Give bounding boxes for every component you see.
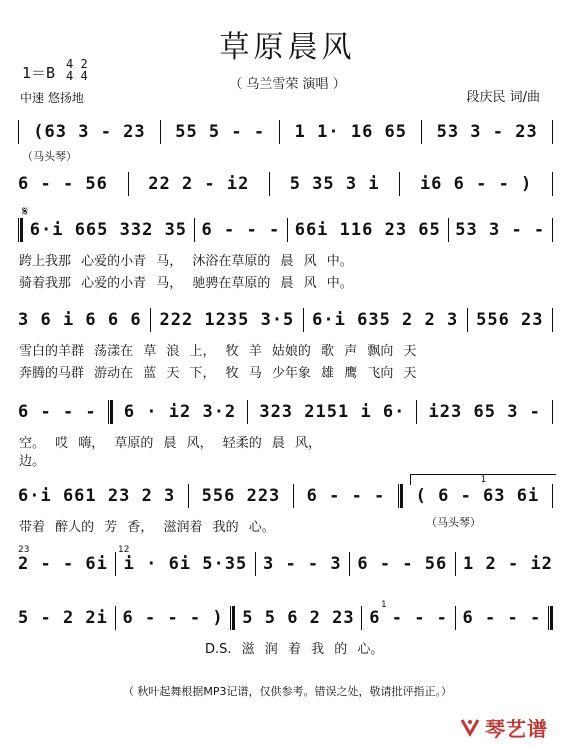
measure: ( 6 - 63 6i: [415, 486, 540, 506]
meter-a-bottom: 4: [66, 69, 74, 83]
barline: [303, 308, 304, 332]
volta-bracket: 1: [410, 474, 556, 485]
barline: [552, 172, 553, 196]
score-row-7: [0, 552, 575, 576]
time-signature: [66, 58, 88, 82]
barline: [552, 484, 553, 508]
instrument-annotation: （马头琴）: [22, 150, 77, 163]
measure: 1 2 - i2: [463, 554, 553, 574]
barline: [349, 552, 350, 576]
score-row-2: [0, 172, 575, 196]
barline: [293, 484, 294, 508]
logo-icon: [459, 716, 481, 738]
measure: 3 - - 3: [262, 554, 342, 574]
measure: 6 - - -: [306, 486, 386, 506]
measure: 2 - - 6i: [18, 554, 108, 574]
barline: [421, 120, 422, 144]
barline: [455, 552, 456, 576]
barline: [115, 552, 116, 576]
measure: 6 - - -: [18, 402, 97, 422]
barline: [399, 172, 400, 196]
song-title: 草原晨风: [219, 30, 356, 65]
composer-credit: 段庆民 词/曲: [466, 90, 540, 105]
repeat-barline: [398, 484, 403, 508]
grace-note: 12: [118, 545, 130, 555]
repeat-barline: [18, 218, 23, 242]
tempo-marking: 中速 悠扬地: [20, 91, 84, 105]
barline: [552, 218, 553, 242]
lyric-line-4: 奔腾的马群 游动在 蓝 天 下， 牧 马 少年象 雄 鹰 飞向 天: [19, 366, 417, 381]
measure: 556 23: [476, 310, 544, 330]
repeat-barline: [108, 400, 113, 424]
lyric-line-7: 带着 醉人的 芳 香， 滋润着 我的 心。: [19, 520, 275, 535]
score-row-4: [0, 308, 575, 332]
measure: 6 - - -: [369, 608, 448, 628]
singer-credit: （ 乌兰雪荣 演唱 ）: [229, 77, 346, 92]
measure: i6 6 - - ): [419, 174, 533, 194]
measure: 6 - - - ): [122, 608, 224, 628]
site-logo[interactable]: [459, 712, 567, 742]
measure: 5 5 6 2 23: [242, 608, 355, 628]
score-row-8: [0, 606, 575, 630]
barline: [455, 606, 456, 630]
grace-note: 23: [18, 545, 30, 555]
transcription-note: （ 秋叶起舞根据MP3记谱，仅供参考。错误之处，敬请批评指正。）: [122, 685, 453, 698]
final-barline: [548, 606, 553, 630]
measure: 6 - - -: [201, 220, 281, 240]
lyric-line-3: 雪白的羊群 荡漾在 草 浪 上， 牧 羊 姑娘的 歌 声 飘向 天: [19, 344, 417, 359]
barline: [448, 218, 449, 242]
measure: 6 - - 56: [18, 174, 108, 194]
measure: 5 - 2 2i: [18, 608, 108, 628]
barline: [552, 120, 553, 144]
score-row-3: [0, 218, 575, 242]
measure: (63 3 - 23: [33, 122, 146, 142]
instrument-annotation: （马头琴）: [426, 516, 481, 529]
measure: i · 6i 5·35: [123, 554, 248, 574]
barline: [416, 400, 417, 424]
barline: [150, 308, 151, 332]
barline: [255, 552, 256, 576]
barline: [247, 400, 248, 424]
logo-text: 琴艺谱: [485, 716, 548, 741]
segno-icon: 𝄋: [22, 204, 29, 220]
measure: 55 5 - -: [175, 122, 266, 142]
score-row-6: [0, 484, 575, 508]
barline: [115, 606, 116, 630]
measure: i23 65 3 -: [428, 402, 541, 422]
score-row-1: [0, 120, 575, 144]
barline: [160, 120, 161, 144]
measure: 323 2151 i 6·: [259, 402, 406, 422]
meter-a-top: 4: [66, 57, 74, 71]
barline: [361, 606, 362, 630]
barline: [467, 308, 468, 332]
measure: 3 6 i 6 6 6: [18, 310, 142, 330]
barline: [287, 218, 288, 242]
measure: 222 1235 3·5: [159, 310, 295, 330]
measure: 556 223: [201, 486, 281, 506]
barline: [552, 400, 553, 424]
barline: [269, 172, 270, 196]
measure: 53 3 - -: [455, 220, 546, 240]
lyric-line-5: 空。 哎 嗨， 草原的 晨 风， 轻柔的 晨 风，: [19, 436, 322, 451]
measure: 6·i 635 2 2 3: [312, 310, 459, 330]
repeat-barline: [230, 606, 235, 630]
barline: [552, 308, 553, 332]
barline: [188, 484, 189, 508]
measure: 1 1· 16 65: [294, 122, 408, 142]
measure: 53 3 - 23: [436, 122, 538, 142]
barline: [194, 218, 195, 242]
lyric-line-6: 边。: [19, 454, 46, 469]
meter-b-bottom: 4: [80, 69, 88, 83]
key-signature: 1＝B: [22, 64, 56, 82]
measure: 6·i 665 332 35: [29, 220, 188, 240]
measure: 6 · i2 3·2: [123, 402, 237, 422]
score-row-5: [0, 400, 575, 424]
measure: 6 - - 56: [357, 554, 448, 574]
measure: 66i 116 23 65: [294, 220, 441, 240]
lyric-line-8: D.S. 滋 润 着 我 的 心。: [205, 642, 384, 657]
measure: 6 - - -: [462, 608, 542, 628]
barline: [18, 120, 19, 144]
measure: 22 2 - i2: [148, 174, 250, 194]
meter-b-top: 2: [80, 57, 88, 71]
barline: [279, 120, 280, 144]
measure: 5 35 3 i: [289, 174, 380, 194]
barline: [128, 172, 129, 196]
measure: 6·i 661 23 2 3: [18, 486, 176, 506]
lyric-line-1: 跨上我那 心爱的小青 马， 沐浴在草原的 晨 风 中。: [19, 254, 353, 269]
grace-note: 1: [381, 600, 387, 610]
lyric-line-2: 骑着我那 心爱的小青 马， 驰骋在草原的 晨 风 中。: [19, 276, 353, 291]
